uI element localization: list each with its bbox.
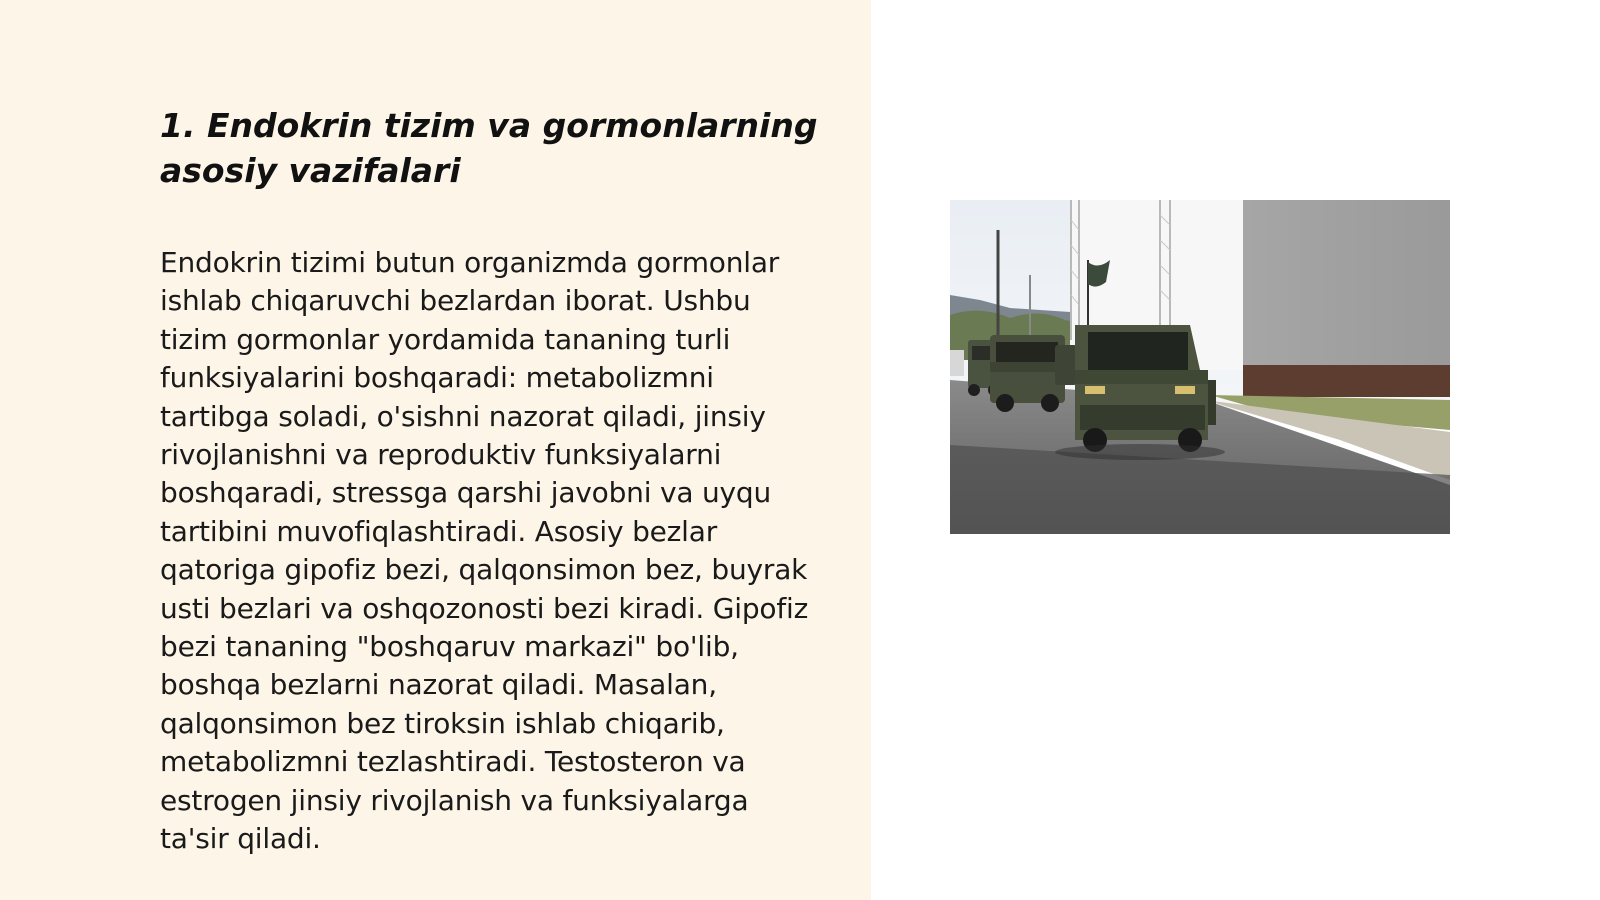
- slide-body-text: Endokrin tizimi butun organizmda gormonlar ishlab chiqaruvchi bezlardan iborat. Ushbu tizim gormonlar yordamida tananing turli funksiyalarini boshqaradi: metabolizmni tartibga soladi, o'sishni nazorat qiladi, jinsiy rivojlanishni va reproduktiv funksiyalarni boshqaradi, stressga qarshi javobni va uyqu tartibini muvofiqlashtiradi. Asosiy bezlar qatoriga gipofiz bezi, qalqonsimon bez, buyrak usti bezlari va oshqozonosti bezi kiradi. Gipofiz bezi tananing "boshqaruv markazi" bo'lib, boshqa bezlarni nazorat qiladi. Masalan, qalqonsimon bez tiroksin ishlab chiqarib, metabolizmni tezlashtiradi. Testosteron va estrogen jinsiy rivojlanish va funksiyalarga ta'sir qiladi.: [160, 246, 809, 856]
- slide-title: 1. Endokrin tizim va gormonlarning asosiy vazifalari: [160, 106, 818, 190]
- photo-military-vehicles: [950, 200, 1450, 534]
